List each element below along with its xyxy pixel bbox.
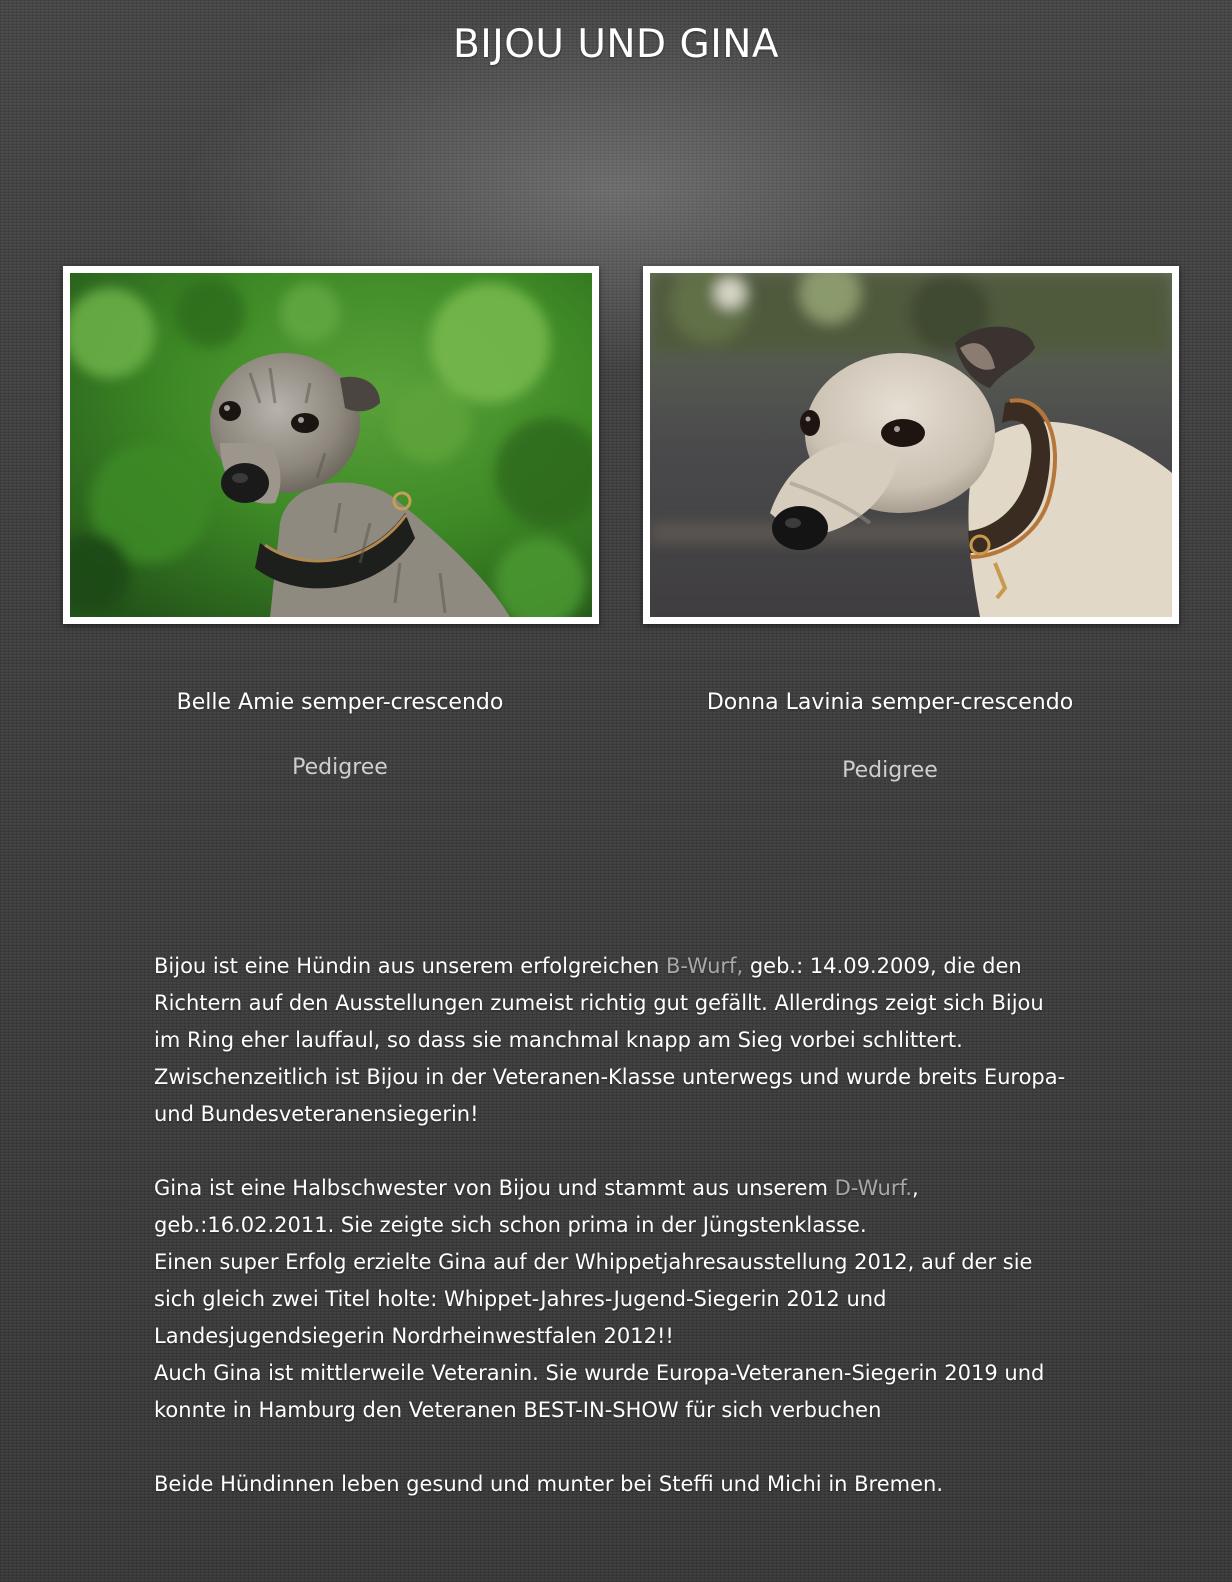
b-wurf-link[interactable]: B-Wurf, — [665, 954, 744, 978]
paragraph-gina-success: Einen super Erfolg erzielte Gina auf der Whippetjahresausstellung 2012, auf der sie sich gleich zwei Titel holte: Whippet-Jahres-Jugend-Siegerin 2012 und Landesjugendsiegerin Nordrheinwestfalen 2012!! — [154, 1250, 1033, 1348]
dog-name-bijou: Belle Amie semper-crescendo — [176, 690, 504, 715]
d-wurf-link[interactable]: D-Wurf. — [834, 1176, 912, 1200]
fawn-whippet-photo[interactable] — [650, 273, 1172, 617]
brindle-whippet-photo[interactable] — [70, 273, 592, 617]
paragraph-gina-veteran: Auch Gina ist mittlerweile Veteranin. Sie wurde Europa-Veteranen-Siegerin 2019 und konnte in Hamburg den Veteranen BEST-IN-SHOW für sich verbuchen — [154, 1361, 1045, 1422]
photo-frame-bijou[interactable] — [63, 266, 599, 624]
description-text — [154, 948, 1074, 1503]
page-title: BIJOU UND GINA — [452, 22, 780, 67]
paragraph-closing: Beide Hündinnen leben gesund und munter bei Steffi und Michi in Bremen. — [154, 1472, 943, 1496]
paragraph-gina — [154, 1170, 1074, 1429]
photo-frame-gina[interactable] — [643, 266, 1179, 624]
paragraph-gina-birth: , geb.:16.02.2011. Sie zeigte sich schon prima in der Jüngstenklasse. — [154, 1176, 919, 1237]
paragraph-bijou-intro: Bijou ist eine Hündin aus unserem erfolgreichen — [154, 954, 666, 978]
pedigree-link-gina[interactable]: Pedigree — [842, 758, 938, 783]
paragraph-bijou — [154, 948, 1074, 1133]
paragraph-gina-intro: Gina ist eine Halbschwester von Bijou und stammt aus unserem — [154, 1176, 835, 1200]
paragraph-bijou-rest: geb.: 14.09.2009, die den Richtern auf den Ausstellungen zumeist richtig gut gefällt. Allerdings zeigt sich Bijou im Ring eher lauffaul, so dass sie manchmal knapp am Sieg vorbei schlittert. Zwischenzeitlich ist Bijou in der Veteranen-Klasse unterwegs und wurde breits Europa- und Bundesveteranensiegerin! — [154, 954, 1066, 1126]
pedigree-link-bijou[interactable]: Pedigree — [292, 755, 388, 780]
dog-name-gina: Donna Lavinia semper-crescendo — [706, 690, 1074, 715]
